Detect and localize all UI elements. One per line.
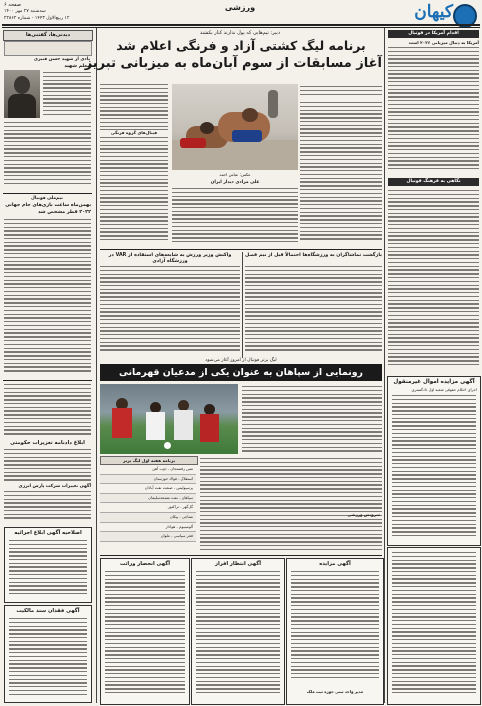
left-box-title: دیدنی‌ها، گفتنی‌ها xyxy=(3,30,93,41)
schedule-table xyxy=(100,456,196,552)
schedule-row: فجر سپاسی - ملوان xyxy=(100,532,196,542)
ad-heirs xyxy=(100,558,190,705)
schedule-row: پرسپولیس - صنعت نفت آبادان xyxy=(100,484,196,494)
football-photo xyxy=(100,384,238,454)
ad-heirs-title: آگهی انحصار وراثت xyxy=(119,561,171,567)
schedule-row: گل‌گهر - تراکتور xyxy=(100,503,196,513)
logo-text: کیهان xyxy=(414,2,453,22)
notice-sub: آگهی تغییرات شرکت پارس انرژی xyxy=(18,484,91,489)
banner-headline: رونمایی از سپاهان به عنوان یکی از مدعیان قهرمانی xyxy=(100,364,382,381)
byline: سرویس ورزشی xyxy=(347,512,380,517)
exec-notice-title: اصلاحیه آگهی ابلاغ اجرائیه xyxy=(14,530,82,536)
auction-ad-1-body: اجرای احکام حقوقی شعبه اول دادگستری xyxy=(411,387,477,392)
portrait-photo xyxy=(4,70,40,118)
section-title: ورزشی xyxy=(224,3,256,12)
ad-auction-bottom-title: آگهی مزایده xyxy=(319,561,351,567)
schedule-row: استقلال - فولاد خوزستان xyxy=(100,475,196,485)
photo-caption: عکس: عباس احمد xyxy=(219,172,251,177)
memoir-sub: معلم شهید xyxy=(64,64,90,69)
date-line-1: سه‌شنبه ۲۷ مهر ۱۴۰۰ xyxy=(4,9,46,14)
story-b-title: علی مرادی دیدار ایران xyxy=(210,180,260,185)
page-label: صفحه ۶ xyxy=(4,2,21,8)
auction-ad-2 xyxy=(387,547,481,705)
football-headline: بهمن‌ماه ساعت بازی‌های جام جهانی ۲۰۲۲ قطر مشخص شد xyxy=(5,203,91,215)
schedule-row: آلومینیوم - هوادار xyxy=(100,523,196,533)
right-top-box-sub: آمریکا به دنبال میزبانی ۲۰۲۶ است xyxy=(408,40,479,45)
right-top-box-title: اقدام آمریکا در فوتبال xyxy=(388,30,479,38)
right-section-bar: نگاهی به فرهنگ فوتبال xyxy=(388,178,479,186)
story-d-title: بازگشت تماشاگران به ورزشگاه‌ها احتمالاً قبل از نیم فصل xyxy=(245,253,382,258)
lost-deed-box xyxy=(4,605,92,703)
left-box-header-decor xyxy=(4,41,92,56)
schedule-row: مس رفسنجان - ذوب آهن xyxy=(100,465,196,475)
main-headline-2: آغاز مسابقات از سوم آبان‌ماه به میزبانی تبریز xyxy=(84,56,382,71)
ad-partition-title: آگهی انتظار افراز xyxy=(214,561,262,567)
schedule-row: سپاهان - نفت مسجدسلیمان xyxy=(100,494,196,504)
ad-auction-bottom xyxy=(286,558,384,705)
football-kicker: تیم‌ملی فوتبال xyxy=(31,196,63,201)
story-c-title: واکنش وزیر ورزش به شایعه‌های استفاده از VAR در ورزشگاه آزادی xyxy=(108,253,232,264)
memoir-title: یادی از شهید حسن قنبری xyxy=(33,57,90,62)
ad-auction-bottom-sign: مدیر واحد ثبتی حوزه ثبت ملک xyxy=(306,689,364,694)
wrestling-photo xyxy=(172,84,298,170)
lost-deed-title: آگهی فقدان سند مالکیت xyxy=(16,608,80,614)
date-line-2: ۱۲ ربیع‌الاول ۱۴۴۳ - شماره ۲۲۸۶۲ xyxy=(4,16,70,21)
banner-kicker: لیگ برتر فوتبال از امروز آغاز می‌شود xyxy=(205,358,277,363)
auction-ad-1-title: آگهی مزایده اموال غیرمنقول xyxy=(393,379,475,385)
story-a-title: فینال‌های گروه فرنگی xyxy=(100,130,168,135)
ad-partition xyxy=(191,558,285,705)
main-kicker: دبیر: تیم‌هایی که پول ندارند کنار بکشند xyxy=(199,30,281,36)
schedule-table-title: برنامه هفته اول لیگ برتر xyxy=(100,456,198,465)
notice-title: ابلاغ دادنامه تعزیرات حکومتی xyxy=(10,440,85,446)
main-headline-1: برنامه لیگ کشتی آزاد و فرنگی اعلام شد xyxy=(116,38,366,53)
auction-ad-1 xyxy=(387,376,481,546)
exec-notice-box xyxy=(4,527,92,603)
schedule-row: نساجی - پیکان xyxy=(100,513,196,523)
